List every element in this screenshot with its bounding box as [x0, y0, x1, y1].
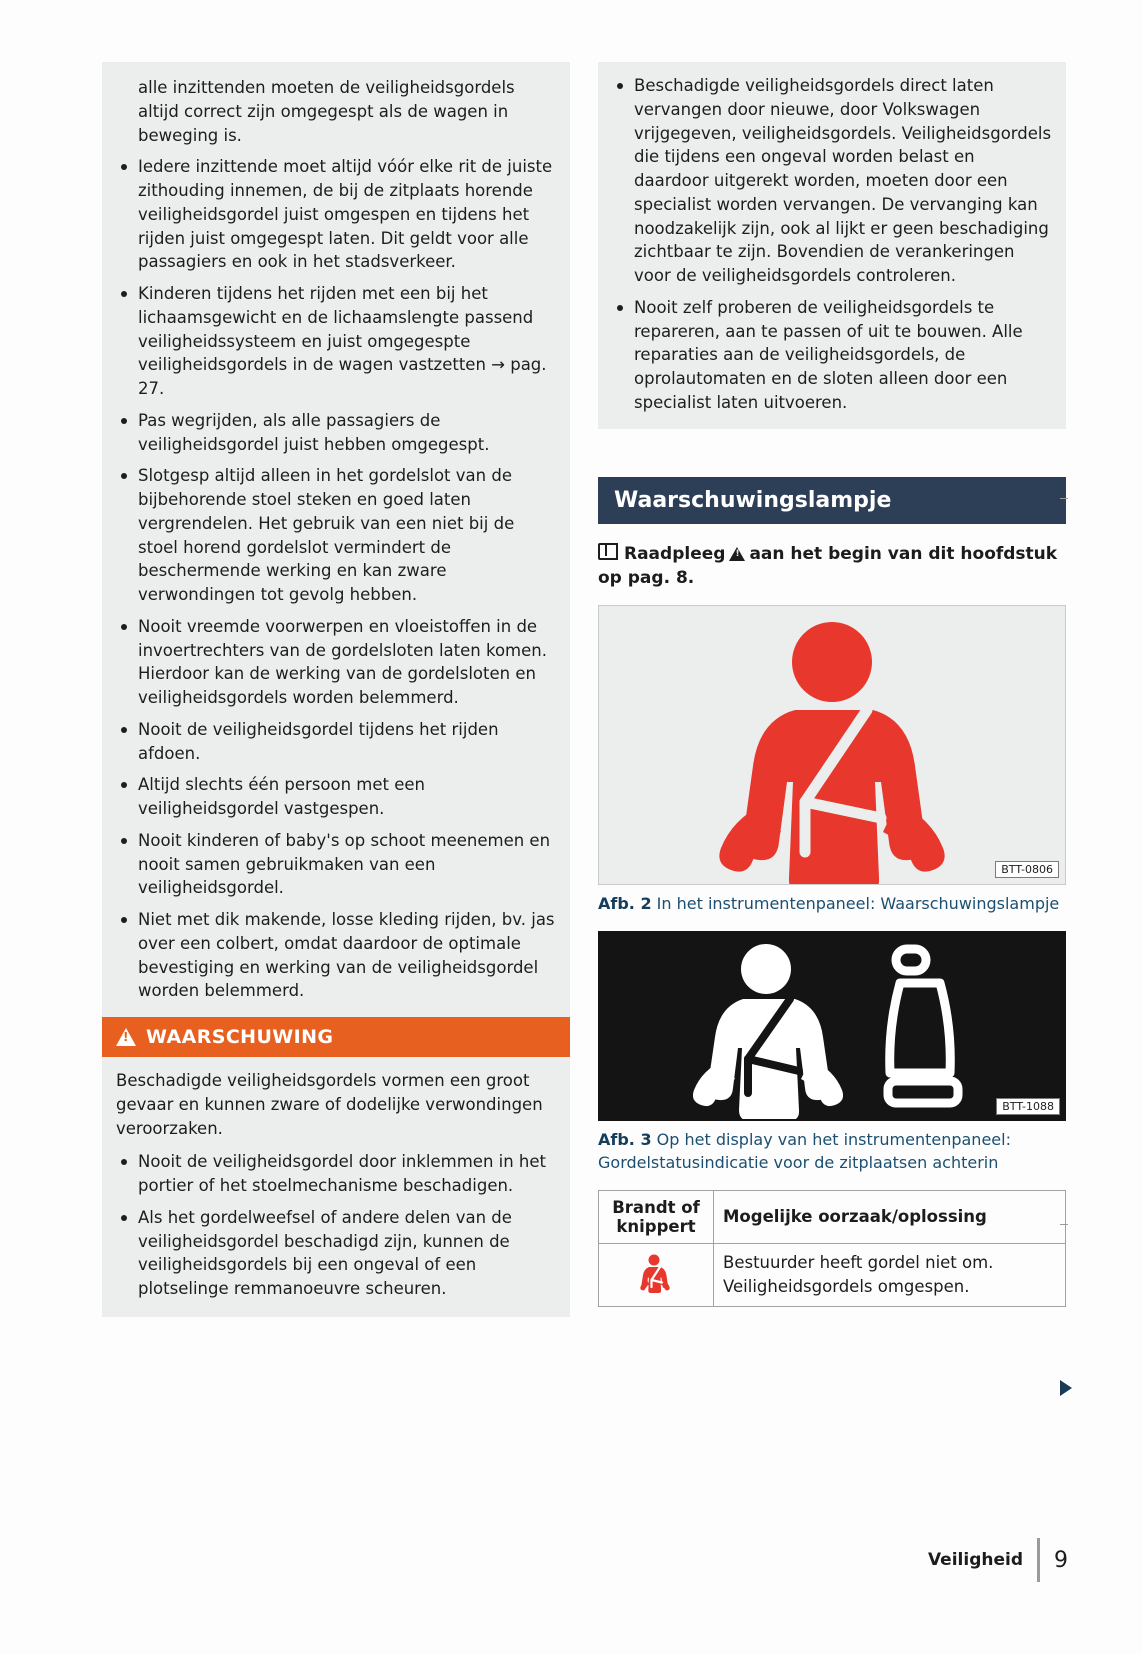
- table-cell-cause: [714, 1243, 1066, 1306]
- warning-triangle-icon: [729, 547, 745, 561]
- figure-3: [598, 931, 1066, 1121]
- rear-seatbelt-status-graphic: [598, 931, 1064, 1119]
- list-item: Slotgesp altijd alleen in het gordelslot van de bijbehorende stoel steken en goed laten vergrendelen. Het gebruik van een niet bij de stoel horend gordelslot vermindert de beschermende werking en kan zware verwondingen tot gevolg hebben.: [116, 464, 556, 607]
- list-item: Altijd slechts één persoon met een veiligheidsgordel vastgespen.: [116, 773, 556, 821]
- list-item: Iedere inzittende moet altijd vóór elke rit de juiste zithouding innemen, de bij de zitplaats horende veiligheidsgordel juist omgespen en tijdens het rijden juist omgegespt laten. Dit geldt voor alle passagiers en ook in het stadsverkeer.: [116, 155, 556, 274]
- figure-2-caption: [598, 893, 1066, 915]
- page-number: 9: [1054, 1547, 1068, 1573]
- left-note-box: [102, 62, 570, 1017]
- footer-section-label: Veiligheid: [927, 1550, 1023, 1570]
- book-icon: [598, 543, 618, 560]
- page-tick: [1060, 498, 1068, 499]
- edge-marker-icon: [1060, 1380, 1072, 1396]
- left-bullet-list: [116, 76, 556, 1003]
- figure-2-text: In het instrumentenpaneel: Waarschuwingslampje: [656, 893, 1060, 913]
- cause-line-2: Veiligheidsgordels omgespen.: [723, 1276, 970, 1296]
- table-header-row: [599, 1190, 1066, 1243]
- table-header-cause: Mogelijke oorzaak/oplossing: [714, 1190, 1066, 1243]
- footer-divider: [1037, 1538, 1040, 1582]
- table-header-indicator: Brandt of knippert: [599, 1190, 714, 1243]
- list-item: Niet met dik makende, losse kleding rijden, bv. jas over een colbert, omdat daardoor de optimale bevestiging en werking van de veiligheidsgordel worden belemmerd.: [116, 908, 556, 1003]
- figure-2: [598, 605, 1066, 885]
- figure-3-code: BTT-1088: [996, 1098, 1060, 1115]
- warning-body: [102, 1057, 570, 1317]
- list-item: Kinderen tijdens het rijden met een bij het lichaamsgewicht en de lichaamslengte passend veiligheidssysteem en juist omgegespte veiligheidsgordels in de wagen vastzetten → pag. 27.: [116, 282, 556, 401]
- page-tick: [1060, 1224, 1068, 1225]
- figure-2-code: BTT-0806: [995, 861, 1059, 878]
- section-title: Waarschuwingslampje: [614, 487, 892, 513]
- right-bullet-list: [612, 74, 1052, 415]
- consult-text-2: aan het begin van dit hoofdstuk op pag. 8.: [598, 543, 1058, 589]
- section-header: [598, 477, 1066, 524]
- list-item: Nooit de veiligheidsgordel door inklemmen in het portier of het stoelmechanisme beschadigen.: [116, 1150, 556, 1198]
- seatbelt-warning-graphic: [599, 606, 1065, 884]
- status-table: [598, 1190, 1066, 1307]
- list-item: Pas wegrijden, als alle passagiers de veiligheidsgordel juist hebben omgegespt.: [116, 409, 556, 457]
- consult-note: [598, 542, 1066, 591]
- cause-line-1: Bestuurder heeft gordel niet om.: [723, 1252, 994, 1272]
- warning-header: [102, 1017, 570, 1057]
- right-column: [598, 62, 1066, 1307]
- figure-3-caption: [598, 1129, 1066, 1174]
- warning-intro: Beschadigde veiligheidsgordels vormen een groot gevaar en kunnen zware of dodelijke verwondingen veroorzaken.: [116, 1071, 543, 1138]
- table-row: [599, 1243, 1066, 1306]
- right-note-box: [598, 62, 1066, 429]
- warning-bullet-list: [116, 1150, 556, 1301]
- consult-text-1: Raadpleeg: [624, 543, 726, 564]
- list-item: Nooit kinderen of baby's op schoot meenemen en nooit samen gebruikmaken van een veiligheidsgordel.: [116, 829, 556, 900]
- figure-2-label: Afb. 2: [598, 893, 652, 913]
- figure-3-label: Afb. 3: [598, 1130, 652, 1150]
- warning-title: WAARSCHUWING: [146, 1026, 334, 1048]
- list-item: Nooit zelf proberen de veiligheidsgordels te repareren, aan te passen of uit te bouwen. Alle reparaties aan de veiligheidsgordels, de oprolautomaten en de sloten alleen door een specialist laten uitvoeren.: [612, 296, 1052, 415]
- list-item: Beschadigde veiligheidsgordels direct laten vervangen door nieuwe, door Volkswagen vrijgegeven, veiligheidsgordels. Veiligheidsgordels die tijdens een ongeval worden belast en daardoor uitgerekt worden, moeten door een specialist worden vervangen. De vervanging kan noodzakelijk zijn, ook al lijkt er geen beschadiging zichtbaar te zijn. Bovendien de verankeringen voor de veiligheidsgordels controleren.: [612, 74, 1052, 288]
- list-item: alle inzittenden moeten de veiligheidsgordels altijd correct zijn omgegespt als de wagen in beweging is.: [138, 78, 515, 145]
- warning-triangle-icon: [116, 1028, 136, 1046]
- list-item: Als het gordelweefsel of andere delen van de veiligheidsgordel beschadigd zijn, kunnen de veiligheidsgordels bij een ongeval of een plotselinge remmanoeuvre scheuren.: [116, 1206, 556, 1301]
- page-footer: [928, 1538, 1068, 1582]
- figure-3-text: Op het display van het instrumentenpaneel: Gordelstatusindicatie voor de zitplaatsen achterin: [598, 1130, 1011, 1172]
- seatbelt-warning-icon-glyph: [639, 1253, 673, 1293]
- seatbelt-warning-icon: [599, 1243, 714, 1306]
- list-item: Nooit vreemde voorwerpen en vloeistoffen in de invoertrechters van de gordelsloten laten komen. Hierdoor kan de werking van de gordelsloten en veiligheidsgordels worden belemmerd.: [116, 615, 556, 710]
- list-item: Nooit de veiligheidsgordel tijdens het rijden afdoen.: [116, 718, 556, 766]
- left-column: [102, 62, 570, 1317]
